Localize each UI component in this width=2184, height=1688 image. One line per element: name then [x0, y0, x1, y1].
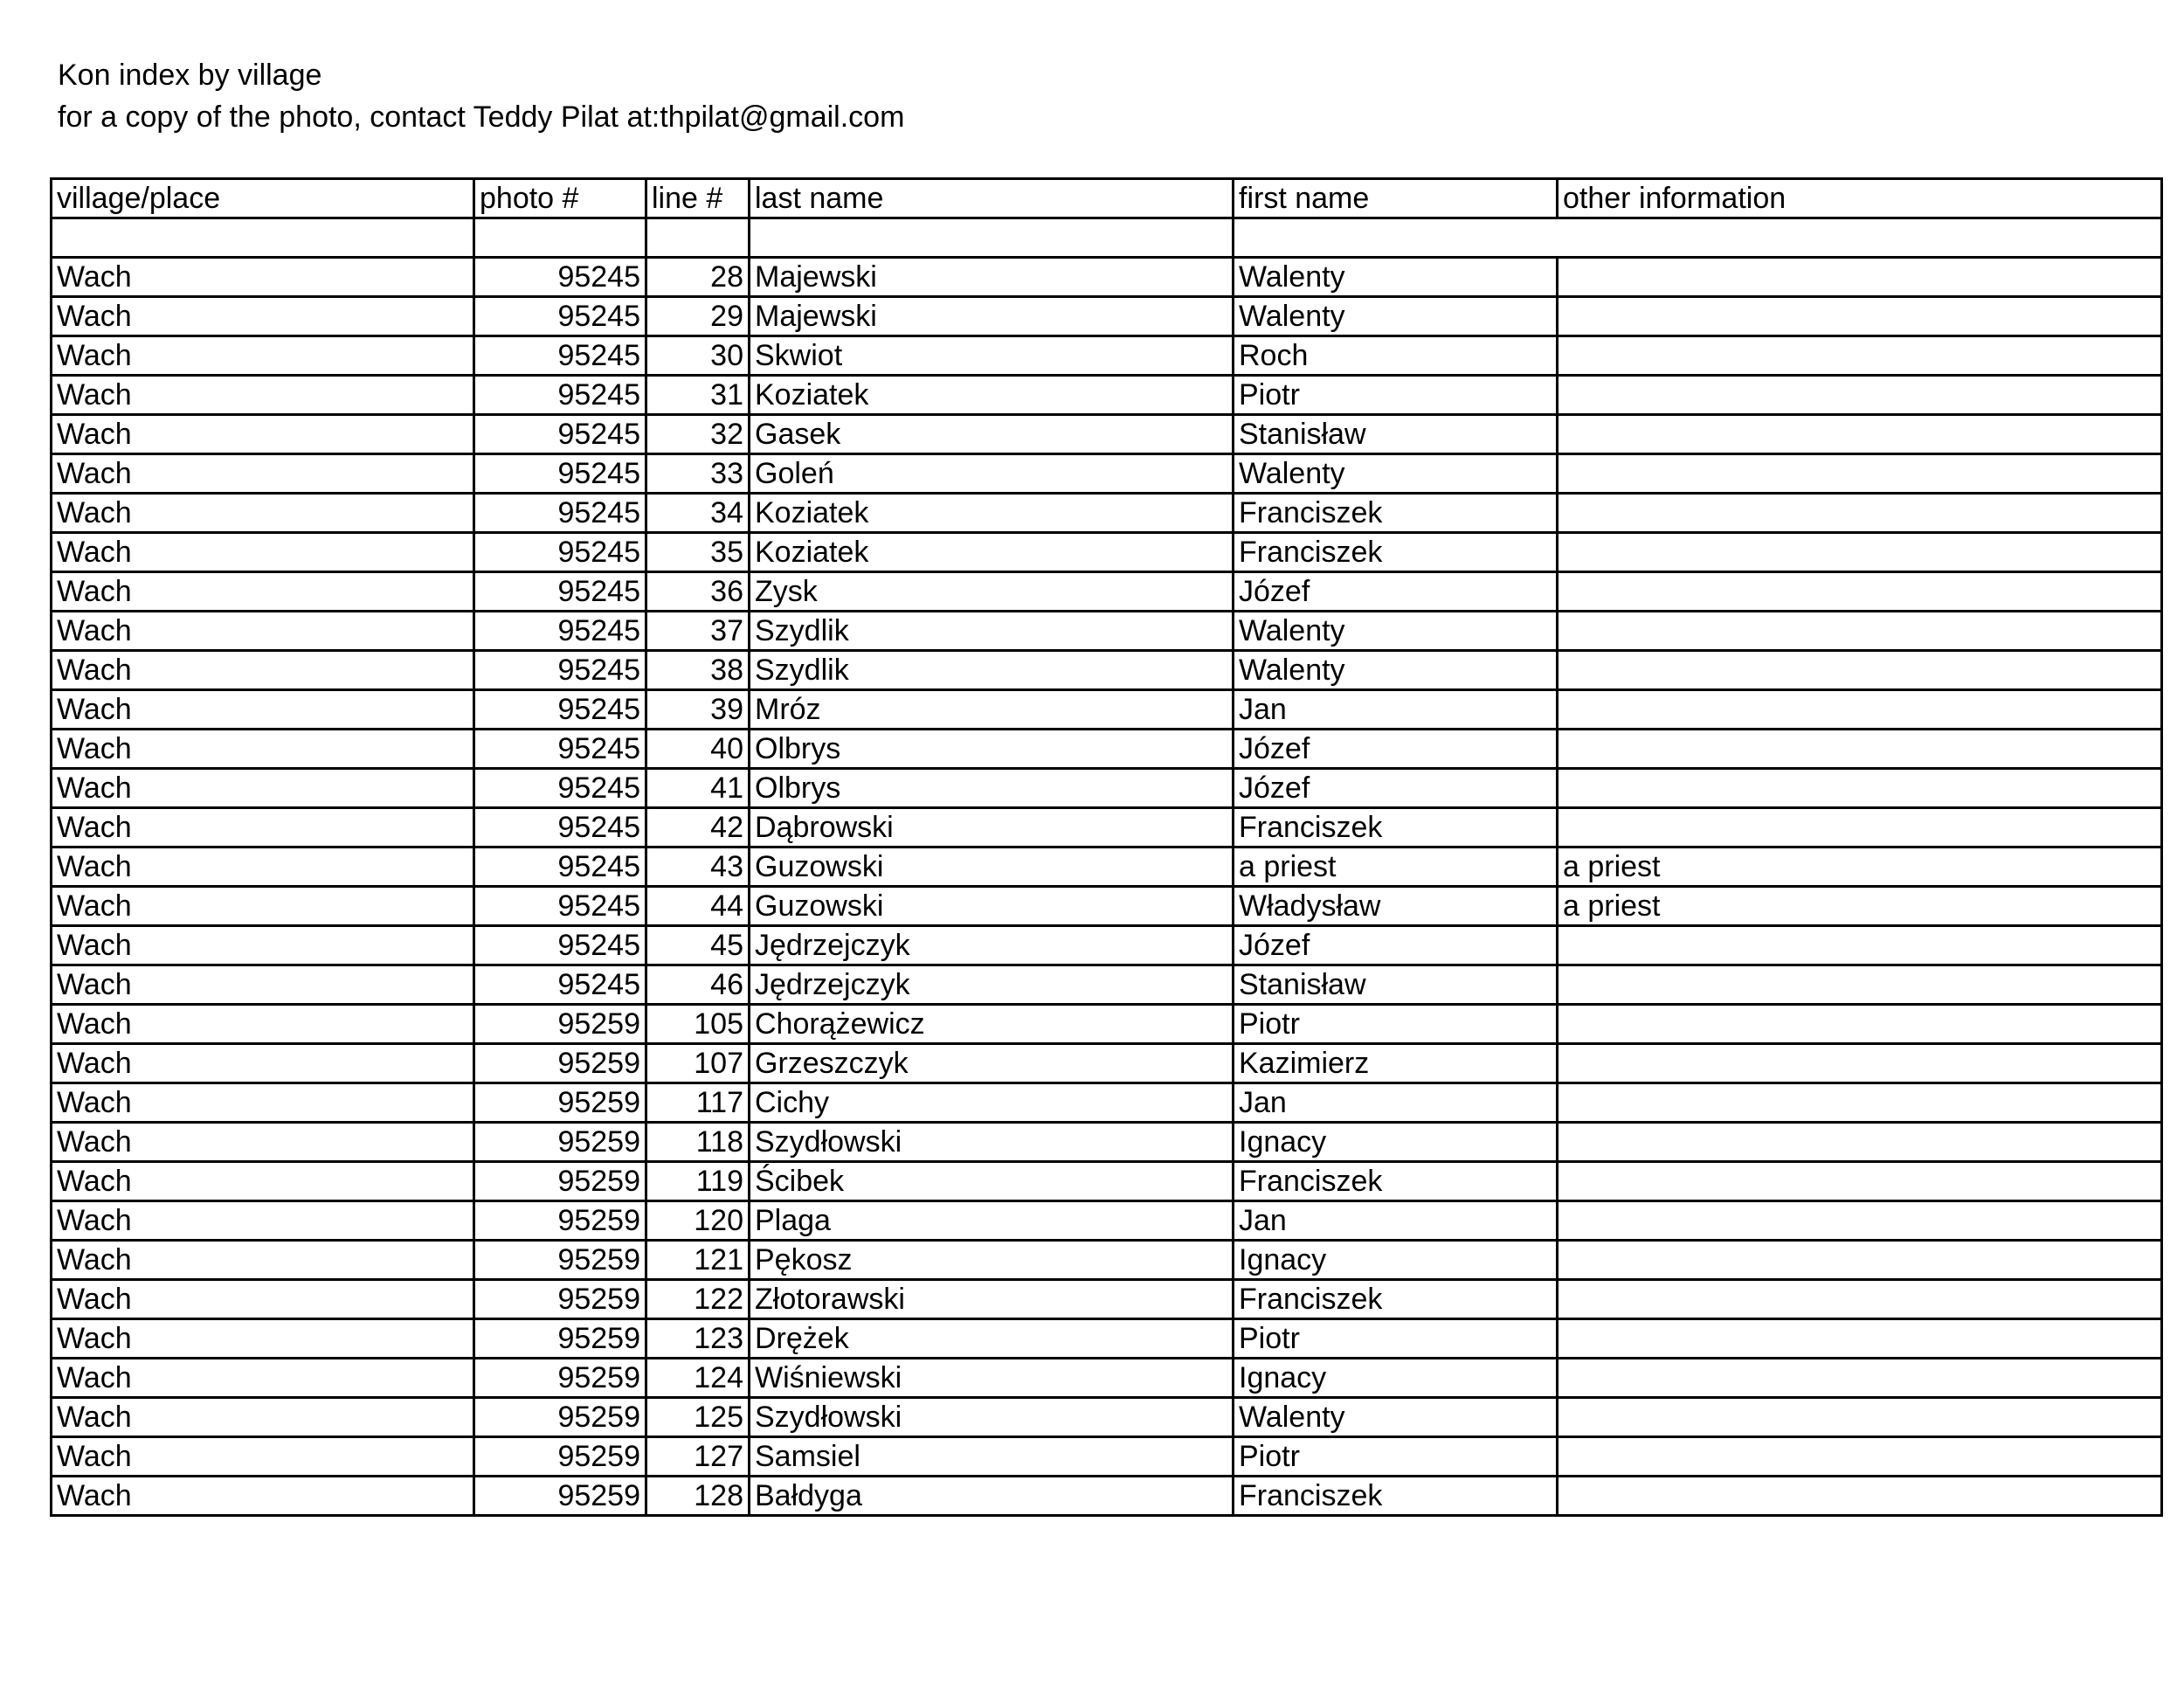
village-cell: Wach — [52, 1162, 474, 1201]
photo-number-cell: 95245 — [474, 808, 646, 847]
line-number-cell: 32 — [646, 415, 750, 454]
first-name-cell: Walenty — [1234, 454, 1558, 494]
first-name-cell: Walenty — [1234, 651, 1558, 690]
first-name-cell: Franciszek — [1234, 1280, 1558, 1319]
other-information-cell — [1558, 926, 2162, 965]
first-name-cell: Józef — [1234, 769, 1558, 808]
photo-number-cell: 95259 — [474, 1280, 646, 1319]
last-name-cell: Ścibek — [750, 1162, 1234, 1201]
village-cell: Wach — [52, 1359, 474, 1398]
photo-number-cell: 95259 — [474, 1162, 646, 1201]
village-cell: Wach — [52, 1280, 474, 1319]
village-cell: Wach — [52, 533, 474, 572]
first-name-cell: Roch — [1234, 336, 1558, 376]
photo-number-cell: 95245 — [474, 533, 646, 572]
photo-number-cell: 95245 — [474, 572, 646, 612]
line-number-cell: 120 — [646, 1201, 750, 1241]
blank-cell — [52, 218, 474, 258]
last-name-cell: Cichy — [750, 1083, 1234, 1123]
table-row — [52, 1398, 2162, 1437]
other-information-cell — [1558, 454, 2162, 494]
table-row — [52, 297, 2162, 336]
last-name-cell: Dąbrowski — [750, 808, 1234, 847]
photo-number-cell: 95245 — [474, 887, 646, 926]
last-name-cell: Majewski — [750, 297, 1234, 336]
line-number-cell: 28 — [646, 258, 750, 297]
first-name-cell: Walenty — [1234, 612, 1558, 651]
table-row — [52, 415, 2162, 454]
village-cell: Wach — [52, 651, 474, 690]
table-row — [52, 533, 2162, 572]
photo-number-cell: 95245 — [474, 376, 646, 415]
table-row — [52, 926, 2162, 965]
first-name-cell: Piotr — [1234, 1319, 1558, 1359]
photo-number-cell: 95259 — [474, 1437, 646, 1477]
photo-number-cell: 95245 — [474, 297, 646, 336]
table-row — [52, 1359, 2162, 1398]
other-information-cell — [1558, 769, 2162, 808]
line-number-cell: 118 — [646, 1123, 750, 1162]
line-number-cell: 34 — [646, 494, 750, 533]
line-number-cell: 127 — [646, 1437, 750, 1477]
line-number-cell: 107 — [646, 1044, 750, 1083]
last-name-cell: Koziatek — [750, 376, 1234, 415]
table-row — [52, 258, 2162, 297]
first-name-cell: Józef — [1234, 572, 1558, 612]
line-number-cell: 38 — [646, 651, 750, 690]
line-number-cell: 41 — [646, 769, 750, 808]
last-name-cell: Drężek — [750, 1319, 1234, 1359]
column-header-last-name: last name — [750, 179, 1234, 218]
photo-number-cell: 95245 — [474, 336, 646, 376]
table-row — [52, 730, 2162, 769]
table-row — [52, 769, 2162, 808]
other-information-cell — [1558, 651, 2162, 690]
index-table — [50, 177, 2163, 1517]
photo-number-cell: 95245 — [474, 415, 646, 454]
photo-number-cell: 95245 — [474, 690, 646, 730]
other-information-cell — [1558, 690, 2162, 730]
table-row — [52, 690, 2162, 730]
photo-number-cell: 95259 — [474, 1398, 646, 1437]
village-cell: Wach — [52, 376, 474, 415]
table-row — [52, 1477, 2162, 1516]
photo-number-cell: 95245 — [474, 847, 646, 887]
line-number-cell: 105 — [646, 1005, 750, 1044]
photo-number-cell: 95259 — [474, 1477, 646, 1516]
other-information-cell — [1558, 1359, 2162, 1398]
photo-number-cell: 95259 — [474, 1359, 646, 1398]
column-header-line: line # — [646, 179, 750, 218]
last-name-cell: Zysk — [750, 572, 1234, 612]
last-name-cell: Koziatek — [750, 494, 1234, 533]
table-header-row — [52, 179, 2162, 218]
village-cell: Wach — [52, 730, 474, 769]
first-name-cell: Franciszek — [1234, 494, 1558, 533]
line-number-cell: 40 — [646, 730, 750, 769]
other-information-cell: a priest — [1558, 847, 2162, 887]
photo-number-cell: 95259 — [474, 1083, 646, 1123]
village-cell: Wach — [52, 1241, 474, 1280]
village-cell: Wach — [52, 690, 474, 730]
first-name-cell: Franciszek — [1234, 808, 1558, 847]
village-cell: Wach — [52, 572, 474, 612]
table-row — [52, 376, 2162, 415]
other-information-cell — [1558, 415, 2162, 454]
other-information-cell — [1558, 1044, 2162, 1083]
last-name-cell: Gasek — [750, 415, 1234, 454]
photo-number-cell: 95259 — [474, 1241, 646, 1280]
village-cell: Wach — [52, 258, 474, 297]
table-row — [52, 454, 2162, 494]
village-cell: Wach — [52, 1123, 474, 1162]
last-name-cell: Jędrzejczyk — [750, 965, 1234, 1005]
table-row — [52, 572, 2162, 612]
document-title: Kon index by village — [58, 59, 322, 92]
blank-cell — [750, 218, 1234, 258]
column-header-other-information: other information — [1558, 179, 2162, 218]
table-row — [52, 808, 2162, 847]
photo-number-cell: 95245 — [474, 651, 646, 690]
village-cell: Wach — [52, 494, 474, 533]
line-number-cell: 43 — [646, 847, 750, 887]
photo-number-cell: 95245 — [474, 454, 646, 494]
other-information-cell — [1558, 1123, 2162, 1162]
other-information-cell — [1558, 533, 2162, 572]
first-name-cell: Walenty — [1234, 297, 1558, 336]
first-name-cell: Jan — [1234, 1083, 1558, 1123]
line-number-cell: 37 — [646, 612, 750, 651]
last-name-cell: Majewski — [750, 258, 1234, 297]
first-name-cell: Franciszek — [1234, 1162, 1558, 1201]
line-number-cell: 119 — [646, 1162, 750, 1201]
last-name-cell: Mróz — [750, 690, 1234, 730]
blank-cell — [474, 218, 646, 258]
other-information-cell — [1558, 376, 2162, 415]
contact-line: for a copy of the photo, contact Teddy Pilat at:thpilat@gmail.com — [58, 100, 905, 134]
column-header-photo: photo # — [474, 179, 646, 218]
other-information-cell — [1558, 1162, 2162, 1201]
village-cell: Wach — [52, 612, 474, 651]
other-information-cell — [1558, 1201, 2162, 1241]
last-name-cell: Samsiel — [750, 1437, 1234, 1477]
document-header — [58, 54, 904, 138]
table-row — [52, 1123, 2162, 1162]
photo-number-cell: 95245 — [474, 769, 646, 808]
photo-number-cell: 95259 — [474, 1319, 646, 1359]
village-cell: Wach — [52, 1477, 474, 1516]
last-name-cell: Pękosz — [750, 1241, 1234, 1280]
first-name-cell: Józef — [1234, 926, 1558, 965]
village-cell: Wach — [52, 297, 474, 336]
table-row — [52, 1241, 2162, 1280]
other-information-cell — [1558, 1280, 2162, 1319]
other-information-cell — [1558, 612, 2162, 651]
first-name-cell: Stanisław — [1234, 965, 1558, 1005]
table-row — [52, 651, 2162, 690]
table-row — [52, 1201, 2162, 1241]
line-number-cell: 35 — [646, 533, 750, 572]
column-header-first-name: first name — [1234, 179, 1558, 218]
other-information-cell — [1558, 1477, 2162, 1516]
last-name-cell: Chorążewicz — [750, 1005, 1234, 1044]
first-name-cell: Walenty — [1234, 1398, 1558, 1437]
other-information-cell — [1558, 258, 2162, 297]
village-cell: Wach — [52, 1398, 474, 1437]
last-name-cell: Jędrzejczyk — [750, 926, 1234, 965]
line-number-cell: 128 — [646, 1477, 750, 1516]
table-row — [52, 1319, 2162, 1359]
village-cell: Wach — [52, 415, 474, 454]
last-name-cell: Szydłowski — [750, 1123, 1234, 1162]
last-name-cell: Plaga — [750, 1201, 1234, 1241]
table-row — [52, 1005, 2162, 1044]
last-name-cell: Szydlik — [750, 612, 1234, 651]
village-cell: Wach — [52, 1005, 474, 1044]
other-information-cell — [1558, 1083, 2162, 1123]
first-name-cell: Piotr — [1234, 1005, 1558, 1044]
table-row — [52, 1162, 2162, 1201]
first-name-cell: Jan — [1234, 690, 1558, 730]
village-cell: Wach — [52, 454, 474, 494]
last-name-cell: Szydlik — [750, 651, 1234, 690]
line-number-cell: 124 — [646, 1359, 750, 1398]
village-cell: Wach — [52, 887, 474, 926]
last-name-cell: Wiśniewski — [750, 1359, 1234, 1398]
blank-row — [52, 218, 2162, 258]
last-name-cell: Olbrys — [750, 730, 1234, 769]
line-number-cell: 42 — [646, 808, 750, 847]
line-number-cell: 33 — [646, 454, 750, 494]
line-number-cell: 46 — [646, 965, 750, 1005]
first-name-cell: Ignacy — [1234, 1241, 1558, 1280]
village-cell: Wach — [52, 1319, 474, 1359]
first-name-cell: Piotr — [1234, 376, 1558, 415]
other-information-cell — [1558, 965, 2162, 1005]
table-row — [52, 1083, 2162, 1123]
table-row — [52, 965, 2162, 1005]
line-number-cell: 36 — [646, 572, 750, 612]
photo-number-cell: 95259 — [474, 1201, 646, 1241]
table-body — [52, 179, 2162, 1516]
photo-number-cell: 95259 — [474, 1005, 646, 1044]
photo-number-cell: 95259 — [474, 1123, 646, 1162]
line-number-cell: 45 — [646, 926, 750, 965]
other-information-cell: a priest — [1558, 887, 2162, 926]
line-number-cell: 31 — [646, 376, 750, 415]
photo-number-cell: 95245 — [474, 494, 646, 533]
blank-cell — [1234, 218, 2162, 258]
table-row — [52, 1044, 2162, 1083]
table-row — [52, 847, 2162, 887]
photo-number-cell: 95245 — [474, 258, 646, 297]
last-name-cell: Guzowski — [750, 887, 1234, 926]
other-information-cell — [1558, 1437, 2162, 1477]
first-name-cell: Walenty — [1234, 258, 1558, 297]
photo-number-cell: 95245 — [474, 965, 646, 1005]
village-cell: Wach — [52, 1201, 474, 1241]
line-number-cell: 39 — [646, 690, 750, 730]
first-name-cell: Józef — [1234, 730, 1558, 769]
table-row — [52, 1280, 2162, 1319]
table-row — [52, 1437, 2162, 1477]
line-number-cell: 117 — [646, 1083, 750, 1123]
table-row — [52, 336, 2162, 376]
last-name-cell: Skwiot — [750, 336, 1234, 376]
village-cell: Wach — [52, 1044, 474, 1083]
last-name-cell: Bałdyga — [750, 1477, 1234, 1516]
village-cell: Wach — [52, 1437, 474, 1477]
line-number-cell: 125 — [646, 1398, 750, 1437]
other-information-cell — [1558, 1241, 2162, 1280]
first-name-cell: Ignacy — [1234, 1123, 1558, 1162]
first-name-cell: Franciszek — [1234, 533, 1558, 572]
other-information-cell — [1558, 1398, 2162, 1437]
first-name-cell: Kazimierz — [1234, 1044, 1558, 1083]
last-name-cell: Goleń — [750, 454, 1234, 494]
other-information-cell — [1558, 730, 2162, 769]
other-information-cell — [1558, 494, 2162, 533]
other-information-cell — [1558, 808, 2162, 847]
table-row — [52, 494, 2162, 533]
first-name-cell: Władysław — [1234, 887, 1558, 926]
last-name-cell: Olbrys — [750, 769, 1234, 808]
last-name-cell: Grzeszczyk — [750, 1044, 1234, 1083]
other-information-cell — [1558, 572, 2162, 612]
line-number-cell: 44 — [646, 887, 750, 926]
line-number-cell: 29 — [646, 297, 750, 336]
photo-number-cell: 95245 — [474, 926, 646, 965]
first-name-cell: Ignacy — [1234, 1359, 1558, 1398]
last-name-cell: Szydłowski — [750, 1398, 1234, 1437]
other-information-cell — [1558, 336, 2162, 376]
village-cell: Wach — [52, 769, 474, 808]
last-name-cell: Złotorawski — [750, 1280, 1234, 1319]
line-number-cell: 122 — [646, 1280, 750, 1319]
line-number-cell: 123 — [646, 1319, 750, 1359]
other-information-cell — [1558, 1319, 2162, 1359]
last-name-cell: Guzowski — [750, 847, 1234, 887]
first-name-cell: Jan — [1234, 1201, 1558, 1241]
blank-cell — [646, 218, 750, 258]
last-name-cell: Koziatek — [750, 533, 1234, 572]
other-information-cell — [1558, 1005, 2162, 1044]
first-name-cell: Franciszek — [1234, 1477, 1558, 1516]
village-cell: Wach — [52, 926, 474, 965]
column-header-village: village/place — [52, 179, 474, 218]
village-cell: Wach — [52, 808, 474, 847]
other-information-cell — [1558, 297, 2162, 336]
first-name-cell: Stanisław — [1234, 415, 1558, 454]
first-name-cell: a priest — [1234, 847, 1558, 887]
village-cell: Wach — [52, 965, 474, 1005]
line-number-cell: 30 — [646, 336, 750, 376]
village-cell: Wach — [52, 336, 474, 376]
table-row — [52, 887, 2162, 926]
first-name-cell: Piotr — [1234, 1437, 1558, 1477]
photo-number-cell: 95245 — [474, 612, 646, 651]
photo-number-cell: 95245 — [474, 730, 646, 769]
photo-number-cell: 95259 — [474, 1044, 646, 1083]
table-row — [52, 612, 2162, 651]
village-cell: Wach — [52, 1083, 474, 1123]
village-cell: Wach — [52, 847, 474, 887]
line-number-cell: 121 — [646, 1241, 750, 1280]
